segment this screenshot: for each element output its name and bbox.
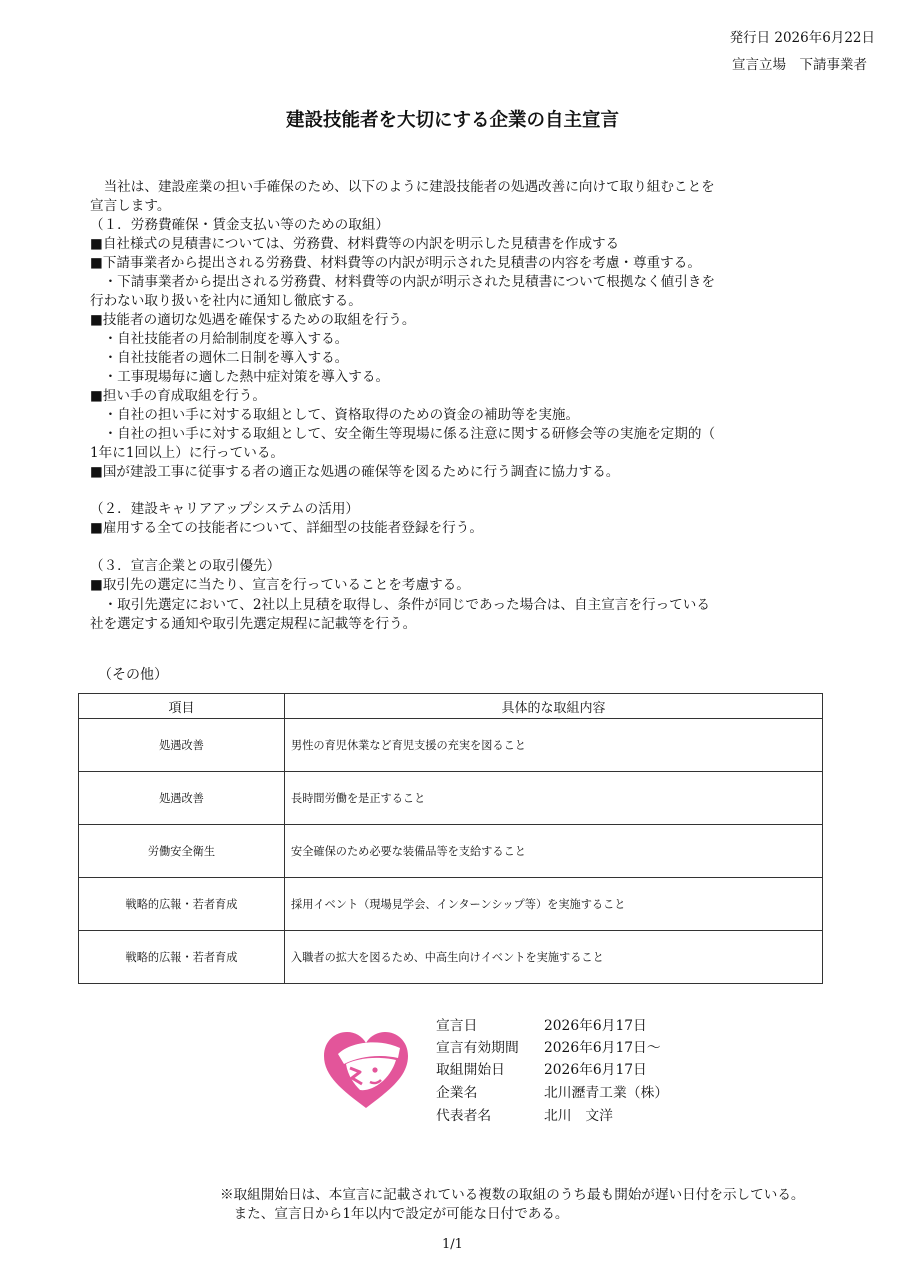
table-cell-content: 安全確保のため必要な装備品等を支給すること bbox=[285, 825, 823, 878]
body-line: ■下請事業者から提出される労務費、材料費等の内訳が明示された見積書の内容を考慮・尊重する。 bbox=[90, 255, 701, 271]
body-line: ・下請事業者から提出される労務費、材料費等の内訳が明示された見積書について根拠なく値引きを bbox=[90, 274, 716, 290]
section-heading: （３．宣言企業との取引優先） bbox=[90, 558, 281, 574]
table-row bbox=[79, 719, 823, 772]
decl-value-company: 北川瀝青工業（株） bbox=[544, 1085, 669, 1101]
body-line: ・自社の担い手に対する取組として、安全衛生等現場に係る注意に関する研修会等の実施を定期的（ bbox=[90, 426, 716, 442]
decl-label-date: 宣言日 bbox=[436, 1018, 478, 1034]
table-cell-category: 労働安全衛生 bbox=[79, 825, 285, 878]
decl-label-company: 企業名 bbox=[436, 1085, 478, 1101]
table-header-row bbox=[79, 694, 823, 719]
body-line: ・自社技能者の週休二日制を導入する。 bbox=[90, 350, 349, 366]
table-row bbox=[79, 931, 823, 984]
body-line: 1年に1回以上）に行っている。 bbox=[90, 445, 285, 461]
issue-date: 発行日 2026年6月22日 bbox=[729, 30, 875, 46]
body-line: ■雇用する全ての技能者について、詳細型の技能者登録を行う。 bbox=[90, 520, 483, 536]
heart-mascot-logo-icon bbox=[320, 1028, 412, 1110]
body-line: ■取引先の選定に当たり、宣言を行っていることを考慮する。 bbox=[90, 577, 470, 593]
table-cell-content: 採用イベント（現場見学会、インターンシップ等）を実施すること bbox=[285, 878, 823, 931]
section-heading: （２．建設キャリアアップシステムの活用） bbox=[90, 501, 360, 517]
body-line: ・自社技能者の月給制制度を導入する。 bbox=[90, 331, 349, 347]
decl-value-date: 2026年6月17日 bbox=[544, 1018, 647, 1034]
table-row bbox=[79, 878, 823, 931]
table-cell-content: 男性の育児休業など育児支援の充実を図ること bbox=[285, 719, 823, 772]
body-line: ・取引先選定において、2社以上見積を取得し、条件が同じであった場合は、自主宣言を行っている bbox=[90, 597, 710, 613]
decl-value-validity: 2026年6月17日～ bbox=[544, 1040, 661, 1056]
body-line: ■担い手の育成取組を行う。 bbox=[90, 388, 266, 404]
body-line: ・工事現場毎に適した熱中症対策を導入する。 bbox=[90, 369, 390, 385]
decl-value-start: 2026年6月17日 bbox=[544, 1062, 647, 1078]
declaration-position: 宣言立場 下請事業者 bbox=[732, 57, 867, 73]
decl-label-representative: 代表者名 bbox=[436, 1108, 492, 1124]
body-line: 宣言します。 bbox=[90, 198, 171, 214]
body-line: ■自社様式の見積書については、労務費、材料費等の内訳を明示した見積書を作成する bbox=[90, 236, 620, 252]
body-line: 社を選定する通知や取引先選定規程に記載等を行う。 bbox=[90, 616, 417, 632]
table-cell-category: 戦略的広報・若者育成 bbox=[79, 878, 285, 931]
table-row bbox=[79, 825, 823, 878]
body-line: 行わない取り扱いを社内に通知し徹底する。 bbox=[90, 293, 362, 309]
body-line: 当社は、建設産業の担い手確保のため、以下のように建設技能者の処遇改善に向けて取り組むことを bbox=[90, 179, 715, 195]
page-number: 1/1 bbox=[442, 1237, 463, 1252]
decl-label-start: 取組開始日 bbox=[436, 1062, 505, 1078]
body-line: ■国が建設工事に従事する者の適正な処遇の確保等を図るために行う調査に協力する。 bbox=[90, 464, 620, 480]
table-cell-category: 処遇改善 bbox=[79, 719, 285, 772]
section-heading: （１．労務費確保・賃金支払い等のための取組） bbox=[90, 217, 390, 233]
table-cell-category: 処遇改善 bbox=[79, 772, 285, 825]
table-cell-category: 戦略的広報・若者育成 bbox=[79, 931, 285, 984]
body-line: ■技能者の適切な処遇を確保するための取組を行う。 bbox=[90, 312, 416, 328]
decl-label-validity: 宣言有効期間 bbox=[436, 1040, 519, 1056]
column-header-content: 具体的な取組内容 bbox=[285, 694, 823, 719]
table-row bbox=[79, 772, 823, 825]
footnote-line: ※取組開始日は、本宣言に記載されている複数の取組のうち最も開始が遅い日付を示している。 bbox=[220, 1187, 805, 1203]
table-cell-content: 長時間労働を是正すること bbox=[285, 772, 823, 825]
column-header-category: 項目 bbox=[79, 694, 285, 719]
decl-value-representative: 北川 文洋 bbox=[544, 1108, 613, 1124]
other-heading: （その他） bbox=[98, 667, 168, 683]
body-line: ・自社の担い手に対する取組として、資格取得のための資金の補助等を実施。 bbox=[90, 407, 580, 423]
page-title: 建設技能者を大切にする企業の自主宣言 bbox=[285, 110, 619, 131]
table-cell-content: 入職者の拡大を図るため、中高生向けイベントを実施すること bbox=[285, 931, 823, 984]
initiatives-table bbox=[78, 693, 823, 984]
footnote-line: また、宣言日から1年以内で設定が可能な日付である。 bbox=[220, 1206, 569, 1222]
